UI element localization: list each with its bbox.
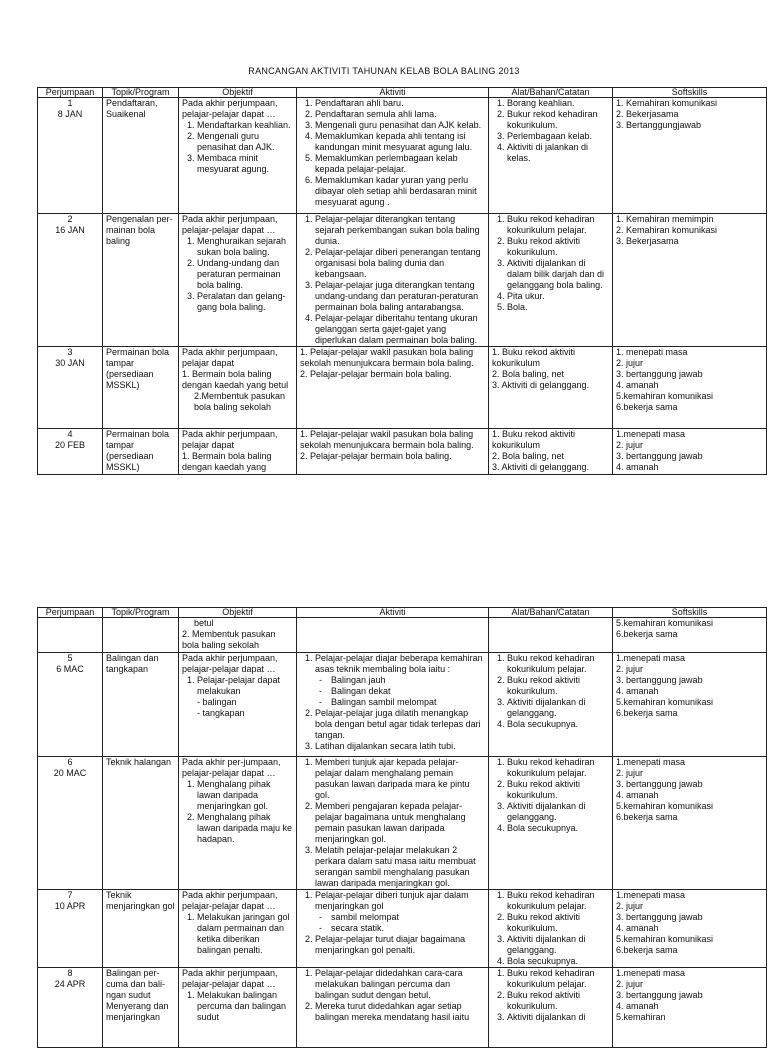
activity-subitem: - secara statik. — [331, 923, 485, 934]
activity-item: 2. Pendaftaran semula ahli lama. — [315, 109, 485, 120]
header-perjumpaan: Perjumpaan — [38, 608, 103, 618]
meeting-date: 16 JAN — [55, 225, 85, 235]
topic-cell: Balingan dan tangkapan — [103, 653, 179, 757]
header-softskills: Softskills — [613, 608, 767, 618]
objective-item: 3. Membaca minit mesyuarat agung. — [197, 153, 293, 175]
softskill-item: 2. jujur — [616, 768, 644, 778]
softskill-item: 2. jujur — [616, 440, 644, 450]
softskill-item: 6.bekerja sama — [616, 629, 678, 639]
activity-item: 2. Pelajar-pelajar turut diajar bagaimana menjaringkan gol penalti. — [315, 934, 485, 956]
softskill-item: 1.menepati masa — [616, 757, 686, 767]
softskills-cell — [613, 98, 767, 214]
softskill-item: 1. Kemahiran komunikasi — [616, 98, 718, 108]
softskill-item: 1.menepati masa — [616, 429, 686, 439]
materials-cell — [489, 618, 613, 653]
meeting-date: 30 JAN — [55, 358, 85, 368]
activity-subitem: - sambil melompat — [331, 912, 485, 923]
activity-item: 3. Mengenali guru penasihat dan AJK kelab. — [315, 120, 485, 131]
objective-intro: Pada akhir perjumpaan, pelajar-pelajar dapat … — [182, 214, 278, 235]
header-objektif: Objektif — [179, 88, 297, 98]
softskill-item: 2. jujur — [616, 664, 644, 674]
activity-item: 3. Pelajar-pelajar juga diterangkan tentang undang-undang dan peraturan-peraturan permainan bola baling antarabangsa. — [315, 280, 485, 313]
objective-item: betul — [194, 618, 214, 628]
activity-cell — [297, 653, 489, 757]
objective-subitem: - tangkapan — [197, 708, 245, 718]
material-item: 2. Bola baling, net — [492, 451, 565, 461]
softskills-cell — [613, 653, 767, 757]
table-header-row — [38, 608, 767, 618]
materials-cell — [489, 347, 613, 429]
materials-cell — [489, 429, 613, 475]
material-item: 1. Buku rekod aktiviti kokurikulum — [492, 429, 576, 450]
material-item: 4. Bola secukupnya. — [507, 823, 609, 834]
objective-intro: Pada akhir perjumpaan, pelajar-pelajar dapat … — [182, 968, 278, 989]
softskills-cell — [613, 347, 767, 429]
material-item: 3. Aktiviti dijalankan di dalam bilik darjah dan di gelanggang bola baling. — [507, 258, 609, 291]
activity-item: 6. Memaklumkan kadar yuran yang perlu dibayar oleh setiap ahli berdasaran minit mesyuarat agung . — [315, 175, 485, 208]
activity-item: 2. Mereka turut didedahkan agar setiap balingan mereka mendatang hasil iaitu — [315, 1001, 485, 1023]
objective-cell — [179, 98, 297, 214]
softskill-item: 3. bertanggung jawab — [616, 990, 703, 1000]
material-item: 3. Aktiviti di gelanggang. — [492, 380, 590, 390]
activity-item: 2. Pelajar-pelajar bermain bola baling. — [300, 451, 452, 461]
document-title: RANCANGAN AKTIVITI TAHUNAN KELAB BOLA BALING 2013 — [248, 66, 520, 76]
topic-cell: Pendaftaran, Suaikenal — [103, 98, 179, 214]
meeting-date: 8 JAN — [57, 109, 83, 119]
activity-item: 1. Pelajar-pelajar diterangkan tentang sejarah perkembangan sukan bola baling dunia. — [315, 214, 485, 247]
objective-cell — [179, 757, 297, 890]
activity-text: Pelajar-pelajar diajar beberapa kemahiran asas teknik membaling bola iaitu : — [315, 653, 483, 674]
softskill-item: 5.kemahiran komunikasi — [616, 801, 714, 811]
softskill-item: 3. bertanggung jawab — [616, 675, 703, 685]
table-row-continuation — [38, 618, 767, 653]
material-item: 3. Aktiviti dijalankan di — [507, 1012, 609, 1023]
activity-item: 5. Memaklumkan perlembagaan kelab kepada pelajar-pelajar. — [315, 153, 485, 175]
softskill-item: 4. amanah — [616, 686, 659, 696]
material-item: 2. Bola baling, net — [492, 369, 565, 379]
objective-item: 1. Melakukan balingan percuma dan balingan sudut — [197, 990, 293, 1023]
activity-item: 1. Pelajar-pelajar didedahkan cara-cara melakukan balingan percuma dan balingan sudut dengan betul. — [315, 968, 485, 1001]
objective-cell — [179, 653, 297, 757]
header-topik: Topik/Program — [103, 88, 179, 98]
material-item: 2. Buku rekod aktiviti kokurikulum. — [507, 779, 609, 801]
softskill-item: 1.menepati masa — [616, 653, 686, 663]
material-item: 2. Bukur rekod kehadiran kokurikulum. — [507, 109, 609, 131]
topic-cell: Teknik halangan — [103, 757, 179, 890]
objective-item: 2. Menghalang pihak lawan daripada maju ke hadapan. — [197, 812, 293, 845]
activity-cell — [297, 757, 489, 890]
meeting-cell — [38, 214, 103, 347]
header-perjumpaan: Perjumpaan — [38, 88, 103, 98]
activity-item: 2. Pelajar-pelajar juga dilatih menangkap bola dengan betul agar tidak terlepas dari tangan. — [315, 708, 485, 741]
objective-intro: Pada akhir perjumpaan, pelajar dapat — [182, 347, 278, 368]
header-softskills: Softskills — [613, 88, 767, 98]
material-item: 3. Aktiviti dijalankan di gelanggang. — [507, 801, 609, 823]
activity-item: 3. Latihan dijalankan secara latih tubi. — [315, 741, 485, 752]
material-item: 1. Borang keahlian. — [507, 98, 609, 109]
softskill-item: 5.kemahiran komunikasi — [616, 618, 714, 628]
activity-item — [315, 653, 485, 708]
table-row — [38, 429, 767, 475]
meeting-number: 4 — [67, 429, 73, 439]
objective-cell — [179, 618, 297, 653]
softskill-item: 2. jujur — [616, 979, 644, 989]
material-item: 2. Buku rekod aktiviti kokurikulum. — [507, 990, 609, 1012]
objective-item: 1. Bermain bola baling dengan kaedah yang — [182, 451, 272, 472]
objective-item: 2.Membentuk pasukan bola baling sekolah — [194, 391, 286, 412]
meeting-number: 6 — [67, 757, 73, 767]
softskill-item: 4. amanah — [616, 1001, 659, 1011]
materials-cell — [489, 757, 613, 890]
objective-item: 1. Melakukan jaringan gol dalam permainan dan ketika diberikan balingan penalti. — [197, 912, 293, 956]
meeting-cell — [38, 618, 103, 653]
softskill-item: 1.menepati masa — [616, 890, 686, 900]
activity-item: 1. Memberi tunjuk ajar kepada pelajar-pelajar dalam menghalang pemain pasukan lawan daripada mara ke pintu gol. — [315, 757, 485, 801]
meeting-cell — [38, 98, 103, 214]
materials-cell — [489, 98, 613, 214]
softskill-item: 6.bekerja sama — [616, 812, 678, 822]
objective-item: 2. Undang-undang dan peraturan permainan bola baling. — [197, 258, 293, 291]
material-item: 3. Aktiviti di gelanggang. — [492, 462, 590, 472]
table-row — [38, 214, 767, 347]
softskill-item: 6.bekerja sama — [616, 708, 678, 718]
objective-item: 1. Bermain bola baling dengan kaedah yang betul — [182, 369, 289, 390]
softskill-item: 5.kemahiran — [616, 1012, 666, 1022]
activity-cell — [297, 98, 489, 214]
material-item: 1. Buku rekod kehadiran kokurikulum pelajar. — [507, 890, 609, 912]
material-item: 1. Buku rekod aktiviti kokurikulum — [492, 347, 576, 368]
meeting-date: 24 APR — [54, 979, 86, 989]
objective-item: 2. Membentuk pasukan bola baling sekolah — [182, 629, 276, 650]
softskill-item: 3. bertanggung jawab — [616, 451, 703, 461]
meeting-date: 20 MAC — [53, 768, 87, 778]
softskill-item: 3. bertanggung jawab — [616, 912, 703, 922]
material-item: 3. Aktiviti dijalankan di gelanggang. — [507, 934, 609, 956]
softskill-item: 5.kemahiran komunikasi — [616, 697, 714, 707]
activity-cell — [297, 347, 489, 429]
softskill-item: 4. amanah — [616, 923, 659, 933]
objective-item: 3. Peralatan dan gelang-gang bola baling. — [197, 291, 293, 313]
header-objektif: Objektif — [179, 608, 297, 618]
activity-item: 3. Melatih pelajar-pelajar melakukan 2 perkara dalam satu masa iaitu membuat serangan sambil menghalang pasukan lawan daripada menjaringkan gol. — [315, 845, 485, 889]
meeting-number: 1 — [67, 98, 73, 108]
material-item: 4. Bola secukupnya. — [507, 719, 609, 730]
objective-subitem: - balingan — [197, 697, 237, 707]
table-row — [38, 890, 767, 968]
topic-cell: Permainan bola tampar (persediaan MSSKL) — [103, 429, 179, 475]
materials-cell — [489, 890, 613, 968]
activity-item: 4. Memaklumkan kepada ahli tentang isi kandungan minit mesyuarat agung lalu. — [315, 131, 485, 153]
table-row — [38, 757, 767, 890]
meeting-number: 2 — [67, 214, 73, 224]
material-item: 1. Buku rekod kehadiran kokurikulum pelajar. — [507, 214, 609, 236]
material-item: 1. Buku rekod kehadiran kokurikulum pelajar. — [507, 757, 609, 779]
activity-subitem: - Balingan sambil melompat — [331, 697, 485, 708]
softskill-item: 3. Bertanggungjawab — [616, 120, 702, 130]
meeting-cell — [38, 347, 103, 429]
topic-cell — [103, 618, 179, 653]
activity-text: Pelajar-pelajar diberi tunjuk ajar dalam menjaringkan gol — [315, 890, 469, 911]
header-alat: Alat/Bahan/Catatan — [489, 608, 613, 618]
objective-item: 1. Menghalang pihak lawan daripada menjaringkan gol. — [197, 779, 293, 812]
meeting-number: 5 — [67, 653, 73, 663]
objective-cell — [179, 214, 297, 347]
softskills-cell — [613, 618, 767, 653]
activity-subitem: - Balingan dekat — [331, 686, 485, 697]
objective-intro: Pada akhir perjumpaan, pelajar-pelajar dapat … — [182, 98, 278, 119]
softskill-item: 4. amanah — [616, 380, 659, 390]
softskill-item: 6.bekerja sama — [616, 945, 678, 955]
softskills-cell — [613, 890, 767, 968]
softskill-item: 3. bertanggung jawab — [616, 779, 703, 789]
softskills-cell — [613, 968, 767, 1048]
softskill-item: 2. Bekerjasama — [616, 109, 679, 119]
meeting-cell — [38, 890, 103, 968]
meeting-cell — [38, 429, 103, 475]
objective-item: 1. Menghuraikan sejarah sukan bola baling. — [197, 236, 293, 258]
topic-cell: Balingan per-cuma dan bali-ngan sudut Menyerang dan menjaringkan — [103, 968, 179, 1048]
objective-cell — [179, 968, 297, 1048]
activity-table-page-1 — [37, 87, 767, 475]
meeting-date: 6 MAC — [56, 664, 84, 674]
softskill-item: 5.kemahiran komunikasi — [616, 934, 714, 944]
table-header-row — [38, 88, 767, 98]
topic-cell: Permainan bola tampar (persediaan MSSKL) — [103, 347, 179, 429]
activity-item: 2. Pelajar-pelajar bermain bola baling. — [300, 369, 452, 379]
activity-subitem: - Balingan jauh — [331, 675, 485, 686]
softskill-item: 1. Kemahiran memimpin — [616, 214, 714, 224]
softskills-cell — [613, 757, 767, 890]
activity-cell — [297, 214, 489, 347]
softskill-item: 3. Bekerjasama — [616, 236, 679, 246]
activity-table-page-2 — [37, 607, 767, 1048]
softskill-item: 1. menepati masa — [616, 347, 688, 357]
objective-item: 1. Mendaftarkan keahlian. — [197, 120, 293, 131]
table-row — [38, 347, 767, 429]
softskill-item: 5.kemahiran komunikasi — [616, 391, 714, 401]
activity-cell — [297, 890, 489, 968]
meeting-cell — [38, 653, 103, 757]
materials-cell — [489, 653, 613, 757]
activity-item: 4. Pelajar-pelajar diberitahu tentang ukuran gelanggan serta gajet-gajet yang diperlukan dalam permainan bola baling. — [315, 313, 485, 346]
material-item: 3. Perlembagaan kelab. — [507, 131, 609, 142]
material-item: 2. Buku rekod aktiviti kokurikulum. — [507, 675, 609, 697]
objective-intro: Pada akhir per-jumpaan, pelajar-pelajar dapat … — [182, 757, 281, 778]
materials-cell — [489, 968, 613, 1048]
softskill-item: 2. jujur — [616, 358, 644, 368]
objective-item — [197, 675, 293, 719]
activity-cell — [297, 968, 489, 1048]
objective-cell — [179, 429, 297, 475]
table-row — [38, 968, 767, 1048]
material-item: 4. Bola secukupnya. — [507, 956, 609, 967]
header-topik: Topik/Program — [103, 608, 179, 618]
activity-item: 1. Pendaftaran ahli baru. — [315, 98, 485, 109]
meeting-date: 10 APR — [54, 901, 86, 911]
activity-cell — [297, 618, 489, 653]
activity-item — [315, 890, 485, 934]
objective-text: Pelajar-pelajar dapat melakukan — [197, 675, 281, 696]
objective-intro: Pada akhir perjumpaan, pelajar-pelajar dapat … — [182, 653, 278, 674]
meeting-date: 20 FEB — [54, 440, 85, 450]
softskill-item: 3. bertanggung jawab — [616, 369, 703, 379]
objective-cell — [179, 347, 297, 429]
table-row — [38, 653, 767, 757]
header-alat: Alat/Bahan/Catatan — [489, 88, 613, 98]
objective-item: 2. Mengenali guru penasihat dan AJK. — [197, 131, 293, 153]
meeting-number: 3 — [67, 347, 73, 357]
header-aktiviti: Aktiviti — [297, 88, 489, 98]
material-item: 3. Aktiviti dijalankan di gelanggang. — [507, 697, 609, 719]
objective-cell — [179, 890, 297, 968]
material-item: 1. Buku rekod kehadiran kokurikulum pelajar. — [507, 968, 609, 990]
topic-cell: Pengenalan per-mainan bola baling — [103, 214, 179, 347]
meeting-number: 7 — [67, 890, 73, 900]
material-item: 2. Buku rekod aktiviti kokurikulum. — [507, 912, 609, 934]
activity-item: 2. Memberi pengajaran kepada pelajar-pelajar bagaimana untuk menghalang pemain pasukan lawan daripada menjaringkan gol. — [315, 801, 485, 845]
softskill-item: 1.menepati masa — [616, 968, 686, 978]
meeting-cell — [38, 757, 103, 890]
softskill-item: 6.bekerja sama — [616, 402, 678, 412]
meeting-cell — [38, 968, 103, 1048]
header-aktiviti: Aktiviti — [297, 608, 489, 618]
material-item: 4. Aktiviti di jalankan di kelas. — [507, 142, 609, 164]
activity-cell — [297, 429, 489, 475]
material-item: 1. Buku rekod kehadiran kokurikulum pelajar. — [507, 653, 609, 675]
topic-cell: Teknik menjaringkan gol — [103, 890, 179, 968]
softskills-cell — [613, 429, 767, 475]
softskill-item: 2. Kemahiran komunikasi — [616, 225, 718, 235]
activity-item: 2. Pelajar-pelajar diberi penerangan tentang organisasi bola baling dunia dan kebangsaan. — [315, 247, 485, 280]
softskill-item: 4. amanah — [616, 790, 659, 800]
activity-item: 1. Pelajar-pelajar wakil pasukan bola baling sekolah menunjukcara bermain bola baling. — [300, 347, 474, 368]
table-row — [38, 98, 767, 214]
material-item: 4. Pita ukur. — [507, 291, 609, 302]
softskill-item: 2. jujur — [616, 901, 644, 911]
material-item: 5. Bola. — [507, 302, 609, 313]
meeting-number: 8 — [67, 968, 73, 978]
objective-intro: Pada akhir perjumpaan, pelajar dapat — [182, 429, 278, 450]
objective-intro: Pada akhir perjumpaan, pelajar-pelajar dapat … — [182, 890, 278, 911]
activity-item: 1. Pelajar-pelajar wakil pasukan bola baling sekolah menunjukcara bermain bola baling. — [300, 429, 474, 450]
materials-cell — [489, 214, 613, 347]
softskills-cell — [613, 214, 767, 347]
softskill-item: 4. amanah — [616, 462, 659, 472]
material-item: 2. Buku rekod aktiviti kokurikulum. — [507, 236, 609, 258]
